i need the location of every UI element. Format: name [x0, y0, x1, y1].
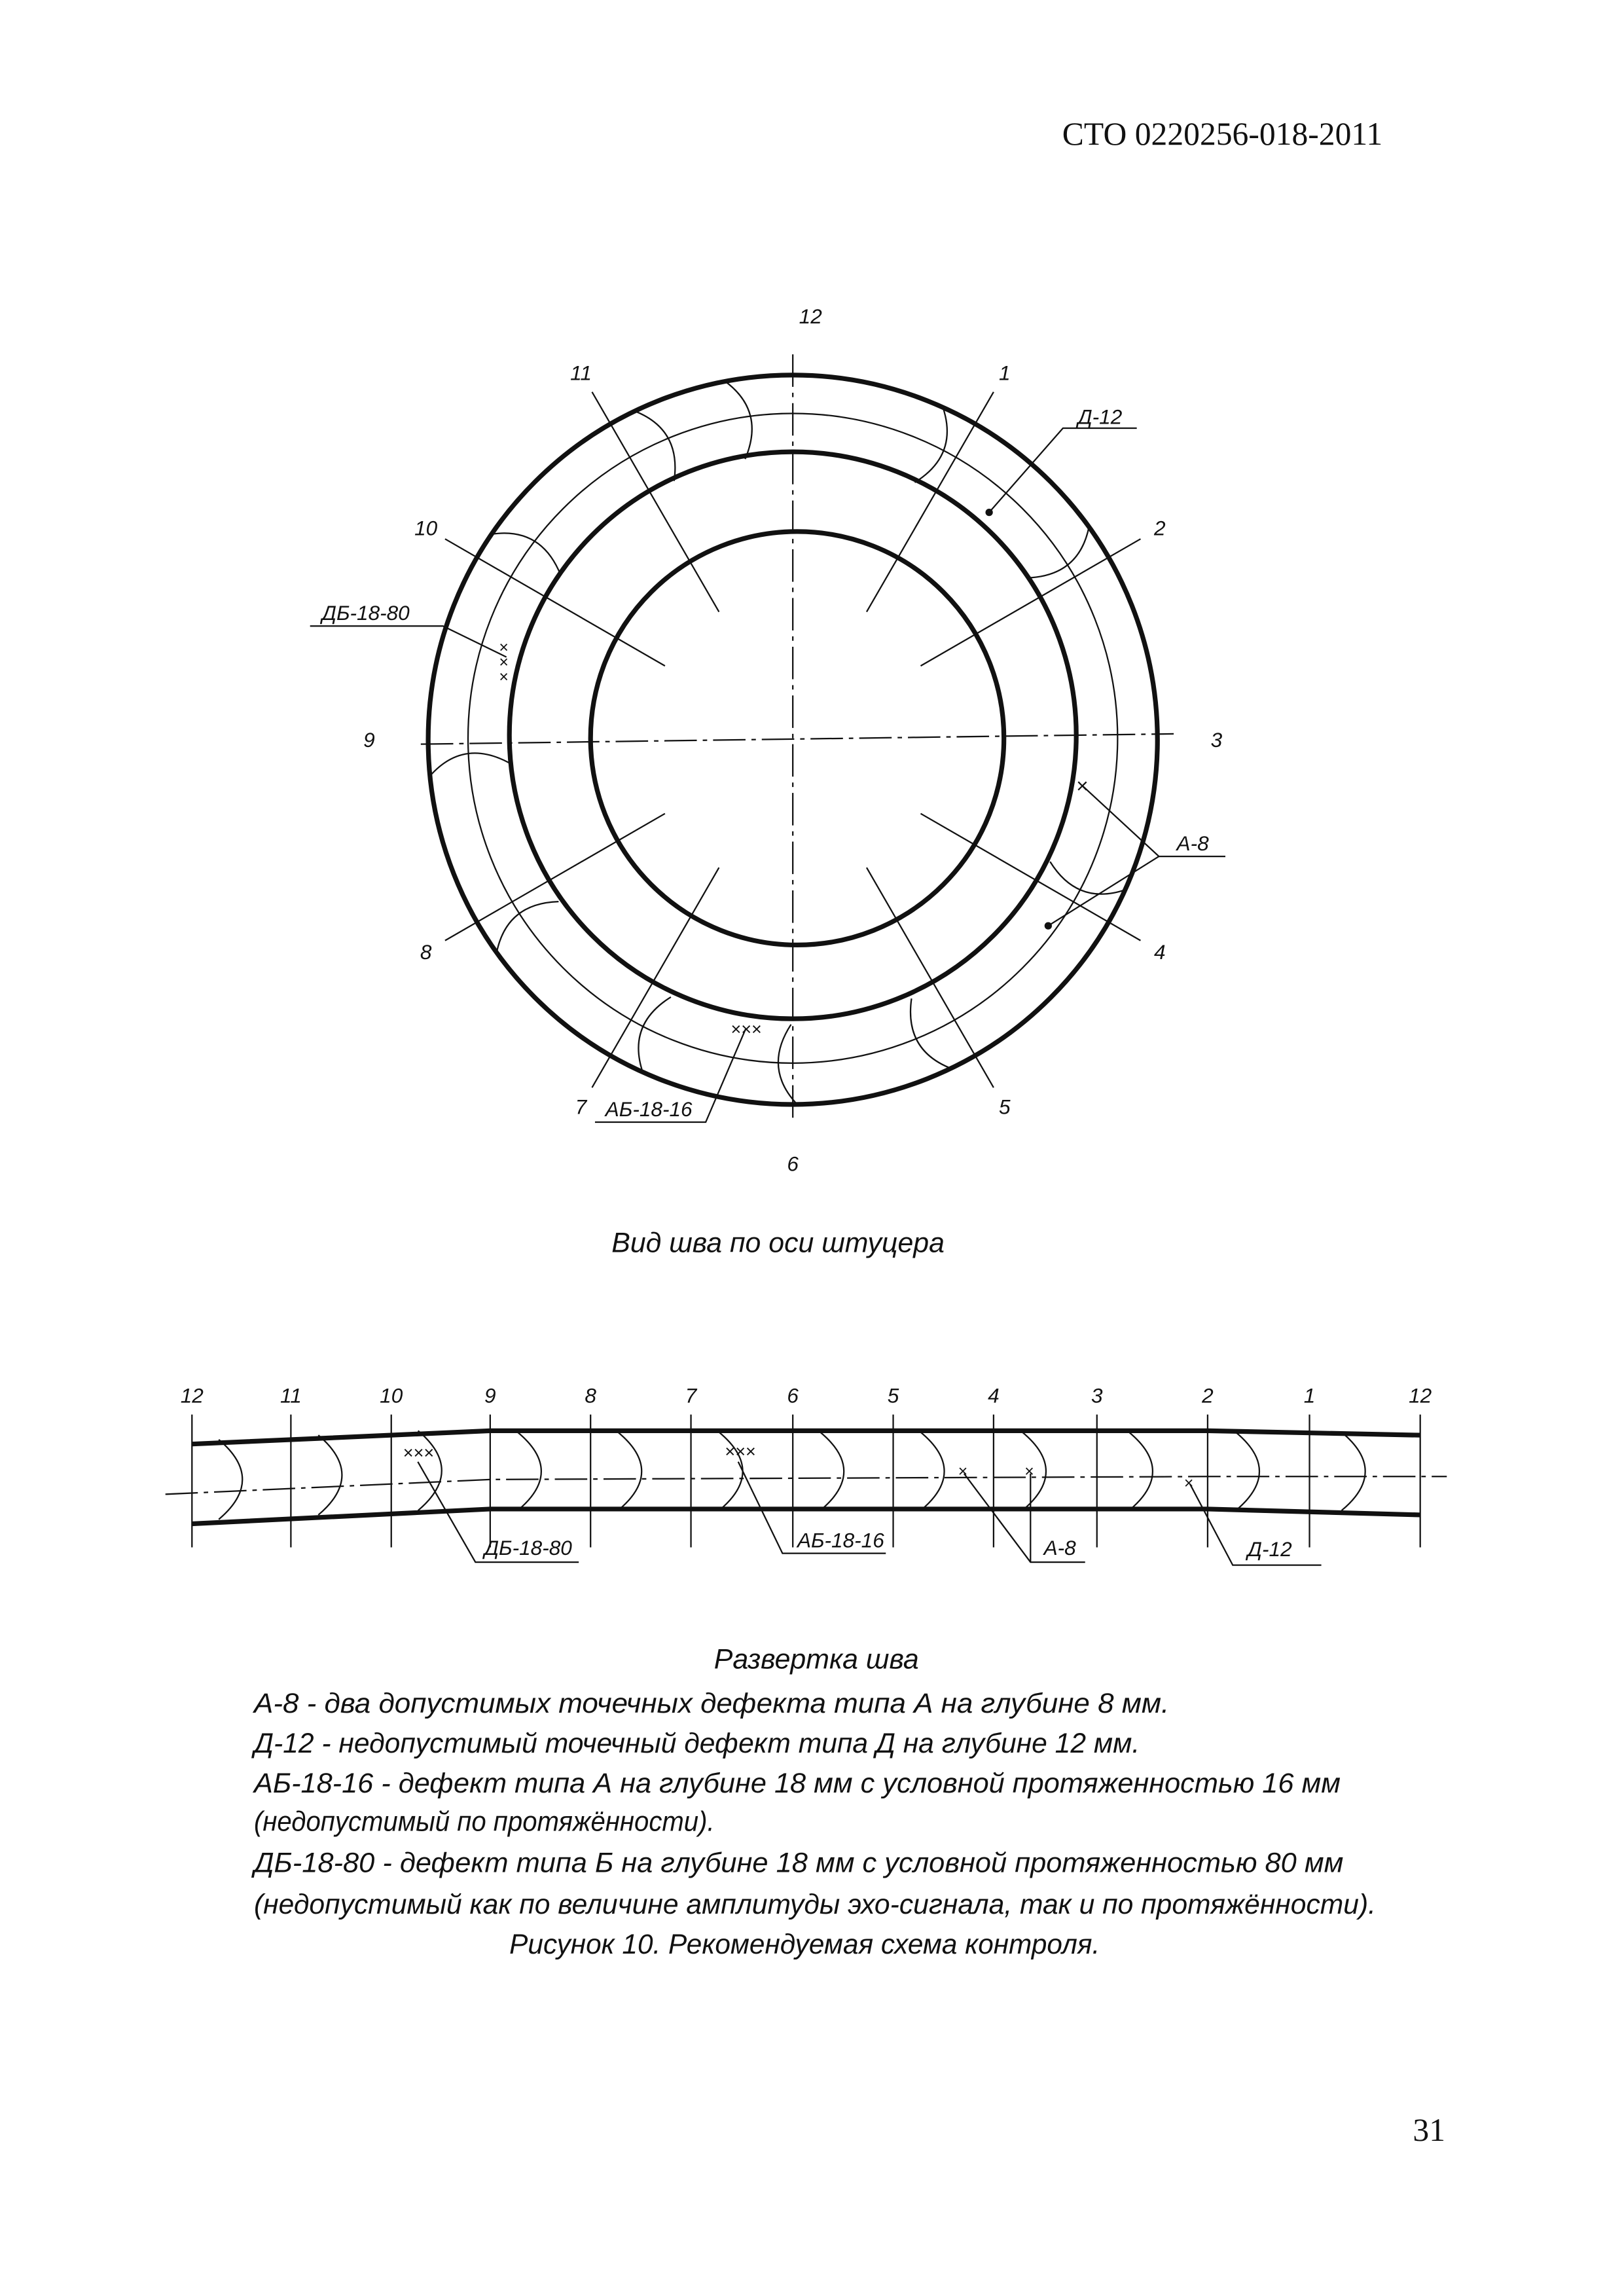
- scan-arc: [820, 1432, 844, 1511]
- hour-label: 10: [380, 1383, 403, 1408]
- svg-text:×: ×: [1183, 1474, 1194, 1493]
- radial-line: [592, 392, 719, 612]
- radial-line: [445, 814, 665, 941]
- svg-text:×××: ×××: [725, 1441, 756, 1461]
- unrolled-weld-view: [166, 1384, 1447, 1548]
- inner-circle: [590, 532, 1003, 945]
- hour-label: 5: [887, 1383, 899, 1408]
- hour-label: 7: [575, 1095, 587, 1119]
- horizontal-axis: [421, 734, 1174, 744]
- hour-label: 8: [585, 1383, 596, 1408]
- figure-caption: Рисунок 10. Рекомендуемая схема контроля.: [509, 1928, 1100, 1960]
- unrolled-view-caption: Развертка шва: [713, 1643, 919, 1675]
- circle-defect-db1880: [310, 601, 509, 686]
- hour-label: 7: [685, 1383, 697, 1408]
- hour-label: 12: [799, 304, 822, 328]
- hour-label: 4: [1153, 939, 1166, 964]
- hour-label: 10: [414, 516, 438, 540]
- hour-label: 12: [1409, 1383, 1432, 1408]
- scan-arc: [638, 997, 671, 1074]
- svg-text:×: ×: [1076, 774, 1089, 798]
- defect-label: ДБ-18-80: [321, 601, 410, 625]
- unrolled-defect-d12: [1184, 1474, 1322, 1565]
- circle-view-caption: Вид шва по оси штуцера: [611, 1227, 945, 1259]
- scan-arc: [1342, 1432, 1365, 1511]
- hour-label: 1: [1303, 1383, 1316, 1408]
- scan-arc: [318, 1435, 342, 1515]
- hour-label: 12: [180, 1383, 204, 1408]
- defect-label: АБ-18-16: [605, 1097, 693, 1121]
- hour-label: 3: [1091, 1383, 1103, 1408]
- scan-arc: [1236, 1432, 1259, 1511]
- scan-arc: [496, 902, 558, 954]
- scan-arc: [1129, 1432, 1153, 1511]
- hour-label: 11: [280, 1383, 302, 1408]
- scan-arc: [618, 1432, 641, 1511]
- defect-label: АБ-18-16: [797, 1528, 884, 1552]
- scan-arc: [219, 1440, 242, 1520]
- page-number: 31: [1413, 2112, 1446, 2149]
- legend-line: (недопустимый по протяжённости).: [253, 1806, 715, 1838]
- hour-label: 3: [1210, 728, 1223, 752]
- defect-label: А-8: [1043, 1535, 1076, 1559]
- defect-label: А-8: [1176, 831, 1209, 856]
- radial-line: [920, 814, 1140, 941]
- unrolled-defect-ab1816: [725, 1442, 886, 1554]
- hour-label: 6: [787, 1152, 799, 1176]
- hour-label: 9: [484, 1383, 496, 1408]
- svg-text:×: ×: [499, 638, 509, 657]
- hour-label: 4: [988, 1383, 1000, 1408]
- radial-line: [592, 867, 719, 1087]
- svg-text:×: ×: [499, 668, 509, 686]
- scan-arc: [634, 410, 676, 481]
- hour-label: 5: [999, 1095, 1011, 1119]
- hour-label: 6: [787, 1383, 799, 1408]
- document-code: СТО 0220256-018-2011: [1062, 116, 1383, 153]
- hour-label: 2: [1153, 516, 1166, 540]
- scan-arc: [518, 1432, 541, 1511]
- svg-text:×××: ×××: [403, 1443, 435, 1463]
- scan-arc: [778, 1025, 798, 1106]
- hour-label: 8: [420, 939, 432, 964]
- defect-label: Д-12: [1247, 1537, 1292, 1561]
- svg-text:×: ×: [499, 653, 509, 672]
- circle-defect-ab1816: [595, 1019, 762, 1122]
- defect-label: Д-12: [1077, 405, 1123, 429]
- legend-line: АБ-18-16 - дефект типа А на глубине 18 мм с условной протяженностью 16 мм: [251, 1767, 1341, 1799]
- hour-label: 1: [999, 361, 1011, 385]
- circular-weld-view: [363, 304, 1223, 1176]
- defect-label: ДБ-18-80: [484, 1535, 572, 1559]
- legend-line: А-8 - два допустимых точечных дефекта типа А на глубине 8 мм.: [251, 1688, 1170, 1720]
- hour-label: 9: [363, 728, 375, 752]
- legend-line: Д-12 - недопустимый точечный дефект типа Д на глубине 12 мм.: [251, 1728, 1140, 1760]
- svg-text:×××: ×××: [731, 1019, 762, 1039]
- hour-label: 2: [1202, 1383, 1214, 1408]
- radial-line: [445, 539, 665, 666]
- legend-line: (недопустимый как по величине амплитуды эхо-сигнала, так и по протяжённости).: [253, 1888, 1377, 1920]
- svg-text:×: ×: [958, 1463, 968, 1481]
- legend-line: ДБ-18-80 - дефект типа Б на глубине 18 мм с условной протяженностью 80 мм: [251, 1847, 1344, 1879]
- scan-arc: [1050, 862, 1127, 894]
- svg-text:×: ×: [1024, 1463, 1034, 1481]
- scan-arc: [920, 1432, 944, 1511]
- circle-defect-d12: [985, 405, 1136, 516]
- radial-line: [867, 867, 994, 1087]
- scan-arc: [911, 998, 952, 1068]
- hour-label: 11: [570, 361, 592, 385]
